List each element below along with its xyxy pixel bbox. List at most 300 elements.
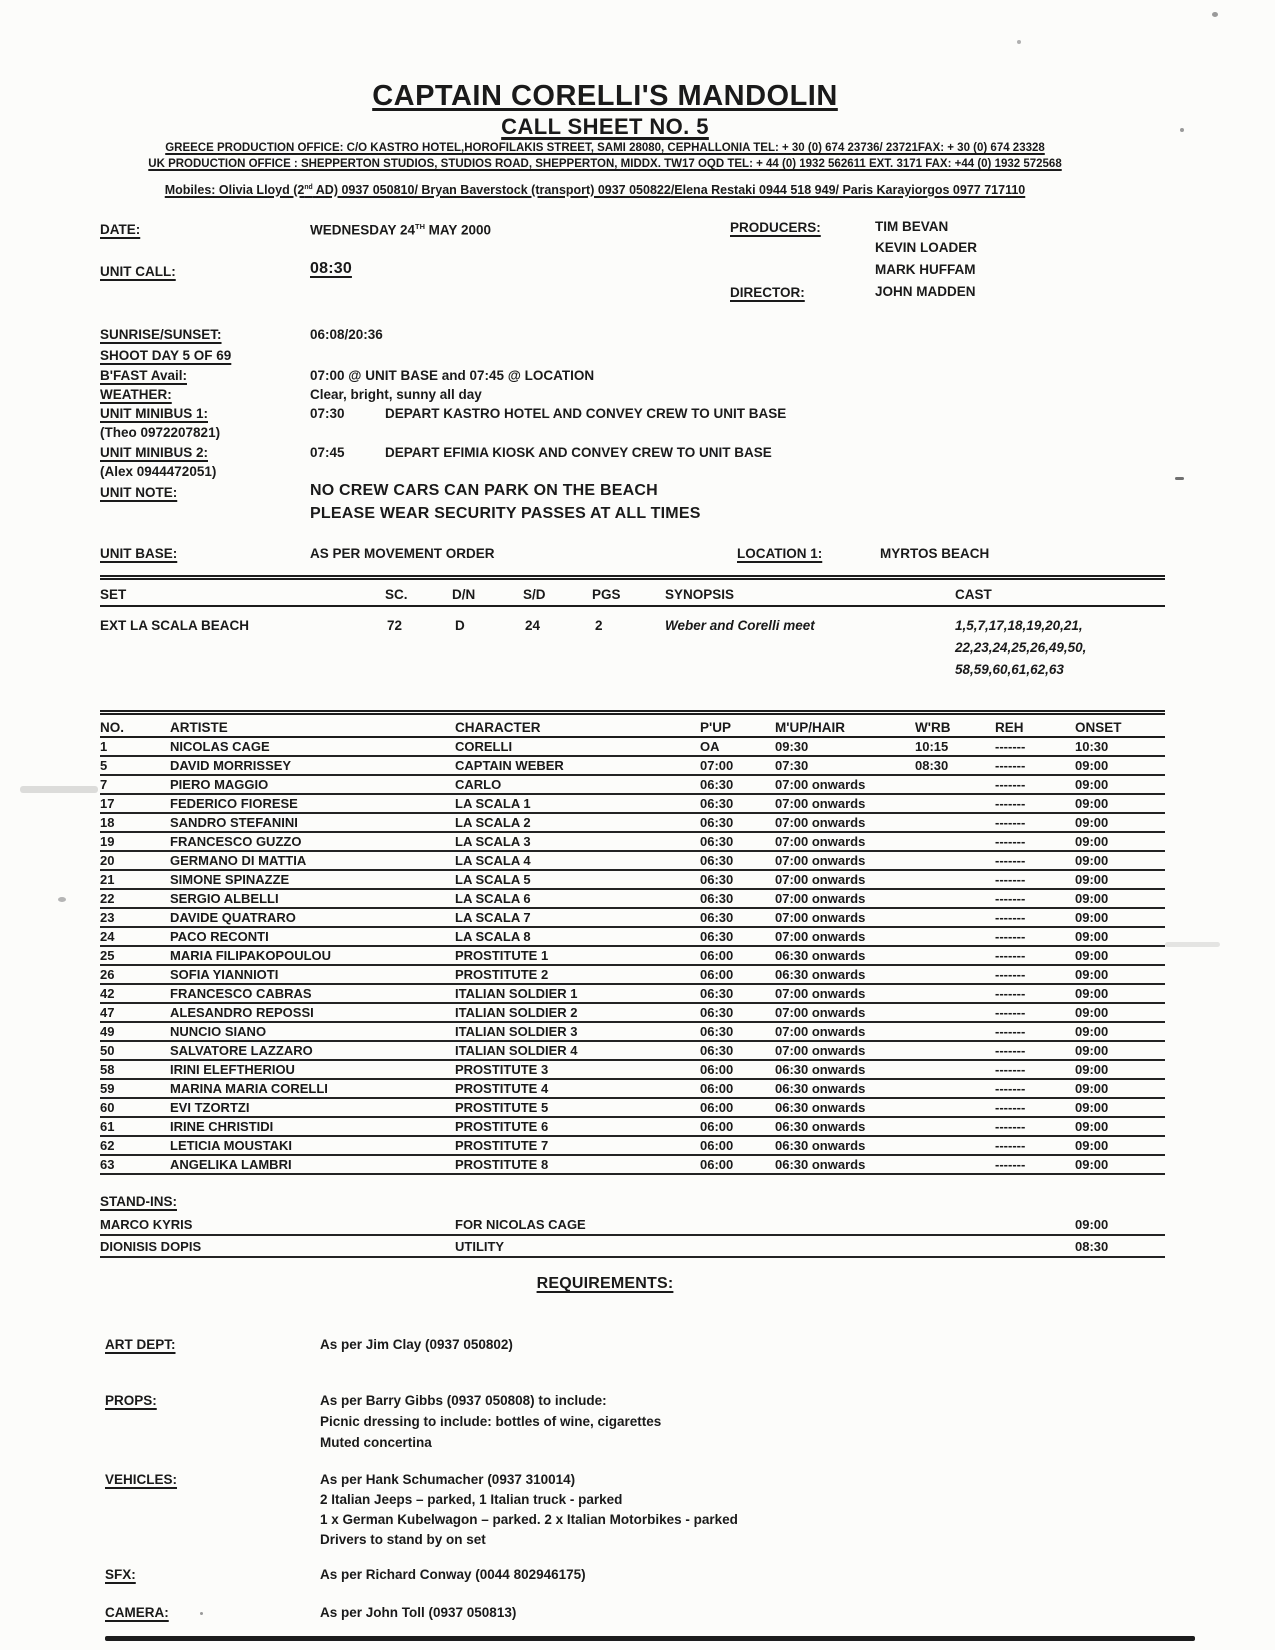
cast-cell-reh: ------- <box>995 910 1026 925</box>
cast-cell-pup: 06:00 <box>700 1138 734 1153</box>
cast-cell-artiste: SIMONE SPINAZZE <box>170 872 290 887</box>
scene-header-synopsis: SYNOPSIS <box>665 587 735 602</box>
standin-role: FOR NICOLAS CAGE <box>455 1217 586 1232</box>
cast-row <box>100 1137 1165 1156</box>
props-line: Muted concertina <box>320 1435 432 1450</box>
cast-cell-reh: ------- <box>995 834 1026 849</box>
cast-cell-reh: ------- <box>995 872 1026 887</box>
cast-cell-wrb <box>915 982 995 983</box>
unit-base-label: UNIT BASE: <box>100 546 178 561</box>
minibus1-phone: (Theo 0972207821) <box>100 425 221 440</box>
cast-cell-character: CAPTAIN WEBER <box>455 758 564 773</box>
cast-cell-no: 1 <box>100 739 108 754</box>
cast-cell-no: 59 <box>100 1081 115 1096</box>
cast-row <box>100 1023 1165 1042</box>
vehicles-line: Drivers to stand by on set <box>320 1532 486 1547</box>
cast-cell-no: 23 <box>100 910 115 925</box>
cast-cell-artiste: IRINI ELEFTHERIOU <box>170 1062 295 1077</box>
cast-cell-reh: ------- <box>995 1119 1026 1134</box>
cast-row <box>100 1080 1165 1099</box>
cast-cell-character: PROSTITUTE 8 <box>455 1157 549 1172</box>
cast-cell-onset: 09:00 <box>1075 910 1109 925</box>
cast-cell-onset: 09:00 <box>1075 967 1109 982</box>
cast-cell-character: ITALIAN SOLDIER 1 <box>455 986 578 1001</box>
cast-cell-artiste: GERMANO DI MATTIA <box>170 853 307 868</box>
cast-cell-wrb <box>915 868 995 869</box>
cast-cell-pup: 06:30 <box>700 853 734 868</box>
cast-cell-character: PROSTITUTE 2 <box>455 967 549 982</box>
cast-row <box>100 738 1165 757</box>
date-label: DATE: <box>100 222 141 237</box>
cast-cell-pup: 06:00 <box>700 1119 734 1134</box>
cast-cell-character: CARLO <box>455 777 502 792</box>
cast-cell-no: 17 <box>100 796 115 811</box>
cast-cell-artiste: NUNCIO SIANO <box>170 1024 267 1039</box>
cast-cell-no: 24 <box>100 929 115 944</box>
cast-header-wrb: W'RB <box>915 720 951 735</box>
producer-name: KEVIN LOADER <box>875 240 978 255</box>
cast-cell-mup: 06:30 onwards <box>775 1138 866 1153</box>
cast-cell-onset: 10:30 <box>1075 739 1109 754</box>
cast-cell-reh: ------- <box>995 815 1026 830</box>
unit-call-label: UNIT CALL: <box>100 264 176 279</box>
cast-cell-wrb <box>915 1134 995 1135</box>
rule <box>100 575 1165 580</box>
unit-call-value: 08:30 <box>310 260 352 277</box>
cast-cell-wrb <box>915 1020 995 1021</box>
cast-cell-onset: 09:00 <box>1075 796 1109 811</box>
cast-cell-no: 47 <box>100 1005 115 1020</box>
scan-artifact <box>1175 477 1184 480</box>
cast-cell-character: LA SCALA 7 <box>455 910 531 925</box>
cast-cell-mup: 06:30 onwards <box>775 948 866 963</box>
cast-cell-character: PROSTITUTE 7 <box>455 1138 549 1153</box>
weather-value: Clear, bright, sunny all day <box>310 387 482 402</box>
scene-pgs: 2 <box>595 618 603 633</box>
vehicles-label: VEHICLES: <box>105 1472 178 1487</box>
cast-cell-onset: 09:00 <box>1075 891 1109 906</box>
cast-cell-artiste: ALESANDRO REPOSSI <box>170 1005 314 1020</box>
scene-header-sd: S/D <box>523 587 546 602</box>
cast-cell-mup: 07:00 onwards <box>775 1043 866 1058</box>
requirements-title: REQUIREMENTS: <box>536 1275 674 1292</box>
scene-table-header <box>100 583 1165 607</box>
cast-cell-reh: ------- <box>995 777 1026 792</box>
cast-cell-artiste: NICOLAS CAGE <box>170 739 270 754</box>
cast-cell-wrb <box>915 849 995 850</box>
producers-label: PRODUCERS: <box>730 220 821 235</box>
cast-cell-no: 61 <box>100 1119 115 1134</box>
cast-cell-no: 7 <box>100 777 108 792</box>
cast-cell-artiste: SOFIA YIANNIOTI <box>170 967 279 982</box>
date-value: WEDNESDAY 24TH MAY 2000 <box>310 222 491 238</box>
cast-row <box>100 776 1165 795</box>
cast-cell-mup: 09:30 <box>775 739 809 754</box>
cast-header-reh: REH <box>995 720 1024 735</box>
cast-cell-artiste: MARIA FILIPAKOPOULOU <box>170 948 332 963</box>
cast-cell-pup: 06:30 <box>700 834 734 849</box>
cast-cell-wrb <box>915 830 995 831</box>
vehicles-line: 1 x German Kubelwagon – parked. 2 x Italian Motorbikes - parked <box>320 1512 738 1527</box>
stand-ins-label: STAND-INS: <box>100 1194 177 1209</box>
props-line: As per Barry Gibbs (0937 050808) to include: <box>320 1393 607 1408</box>
cast-cell-mup: 07:00 onwards <box>775 853 866 868</box>
cast-table <box>100 710 1165 1175</box>
minibus2-time: 07:45 <box>310 445 345 460</box>
cast-header-no: NO. <box>100 720 125 735</box>
cast-cell-reh: ------- <box>995 739 1026 754</box>
cast-cell-mup: 07:00 onwards <box>775 1024 866 1039</box>
cast-row <box>100 890 1165 909</box>
cast-cell-onset: 09:00 <box>1075 1005 1109 1020</box>
cast-cell-mup: 07:00 onwards <box>775 891 866 906</box>
cast-cell-artiste: MARINA MARIA CORELLI <box>170 1081 328 1096</box>
cast-cell-onset: 09:00 <box>1075 815 1109 830</box>
cast-cell-wrb <box>915 1077 995 1078</box>
cast-cell-no: 20 <box>100 853 115 868</box>
cast-cell-mup: 07:00 onwards <box>775 910 866 925</box>
cast-header-character: CHARACTER <box>455 720 541 735</box>
cast-row <box>100 985 1165 1004</box>
cast-cell-pup: 06:30 <box>700 815 734 830</box>
cast-cell-onset: 09:00 <box>1075 929 1109 944</box>
cast-row <box>100 1061 1165 1080</box>
uk-office-line: UK PRODUCTION OFFICE : SHEPPERTON STUDIOS, STUDIOS ROAD, SHEPPERTON, MIDDX. TW17 OQD TEL: + 44 (0) 1932 562611 EXT. 3171 FAX: +44 (0) 1932 572568 <box>148 158 1062 170</box>
cast-cell-character: LA SCALA 8 <box>455 929 531 944</box>
cast-cell-pup: 06:30 <box>700 929 734 944</box>
cast-cell-onset: 09:00 <box>1075 1138 1109 1153</box>
cast-cell-onset: 09:00 <box>1075 834 1109 849</box>
rule <box>100 710 1165 715</box>
cast-row <box>100 1042 1165 1061</box>
cast-cell-mup: 06:30 onwards <box>775 1062 866 1077</box>
bfast-label: B'FAST Avail: <box>100 368 187 383</box>
cast-cell-artiste: DAVIDE QUATRARO <box>170 910 296 925</box>
cast-row <box>100 1156 1165 1175</box>
cast-cell-pup: 06:30 <box>700 891 734 906</box>
cast-cell-no: 58 <box>100 1062 115 1077</box>
cast-cell-reh: ------- <box>995 1081 1026 1096</box>
cast-cell-pup: 06:30 <box>700 777 734 792</box>
cast-cell-reh: ------- <box>995 796 1026 811</box>
cast-cell-onset: 09:00 <box>1075 1024 1109 1039</box>
cast-cell-wrb: 08:30 <box>915 758 949 773</box>
cast-cell-onset: 09:00 <box>1075 948 1109 963</box>
cast-cell-character: PROSTITUTE 5 <box>455 1100 549 1115</box>
standin-name: MARCO KYRIS <box>100 1217 193 1232</box>
scan-artifact <box>1165 942 1220 947</box>
cast-cell-reh: ------- <box>995 1157 1026 1172</box>
cast-cell-no: 21 <box>100 872 115 887</box>
art-dept-label: ART DEPT: <box>105 1337 176 1352</box>
cast-cell-no: 62 <box>100 1138 115 1153</box>
cast-cell-onset: 09:00 <box>1075 1119 1109 1134</box>
cast-cell-mup: 06:30 onwards <box>775 1119 866 1134</box>
cast-cell-mup: 06:30 onwards <box>775 1100 866 1115</box>
sunrise-value: 06:08/20:36 <box>310 327 383 342</box>
unit-note-line1: NO CREW CARS CAN PARK ON THE BEACH <box>310 482 658 499</box>
camera-label: CAMERA: <box>105 1605 169 1620</box>
cast-cell-mup: 06:30 onwards <box>775 967 866 982</box>
cast-cell-pup: 06:30 <box>700 1005 734 1020</box>
cast-cell-artiste: PIERO MAGGIO <box>170 777 269 792</box>
cast-cell-artiste: EVI TZORTZI <box>170 1100 250 1115</box>
cast-cell-reh: ------- <box>995 1062 1026 1077</box>
cast-cell-wrb <box>915 1172 995 1173</box>
cast-cell-wrb <box>915 1039 995 1040</box>
cast-cell-mup: 07:00 onwards <box>775 986 866 1001</box>
cast-cell-no: 22 <box>100 891 115 906</box>
cast-cell-mup: 07:00 onwards <box>775 929 866 944</box>
cast-cell-character: PROSTITUTE 6 <box>455 1119 549 1134</box>
standin-onset: 09:00 <box>1075 1217 1109 1232</box>
cast-cell-wrb <box>915 1058 995 1059</box>
cast-cell-wrb: 10:15 <box>915 739 949 754</box>
cast-cell-pup: 06:00 <box>700 948 734 963</box>
cast-cell-onset: 09:00 <box>1075 872 1109 887</box>
cast-row <box>100 947 1165 966</box>
scene-header-pgs: PGS <box>592 587 621 602</box>
sunrise-label: SUNRISE/SUNSET: <box>100 327 222 342</box>
cast-cell-character: ITALIAN SOLDIER 3 <box>455 1024 578 1039</box>
sfx-label: SFX: <box>105 1567 136 1582</box>
page-title: CAPTAIN CORELLI'S MANDOLIN <box>372 80 838 112</box>
cast-cell-wrb <box>915 1153 995 1154</box>
bfast-value: 07:00 @ UNIT BASE and 07:45 @ LOCATION <box>310 368 595 383</box>
cast-cell-reh: ------- <box>995 1005 1026 1020</box>
scene-dn: D <box>455 618 465 633</box>
scan-artifact <box>1180 128 1184 132</box>
art-dept-line: As per Jim Clay (0937 050802) <box>320 1337 513 1352</box>
cast-cell-reh: ------- <box>995 853 1026 868</box>
cast-cell-artiste: ANGELIKA LAMBRI <box>170 1157 292 1172</box>
minibus1-time: 07:30 <box>310 406 345 421</box>
cast-cell-character: PROSTITUTE 4 <box>455 1081 549 1096</box>
standin-row <box>100 1215 1165 1236</box>
cast-header-mup: M'UP/HAIR <box>775 720 845 735</box>
cast-cell-no: 42 <box>100 986 115 1001</box>
cast-cell-mup: 07:00 onwards <box>775 1005 866 1020</box>
producer-name: MARK HUFFAM <box>875 262 976 277</box>
location1-value: MYRTOS BEACH <box>880 546 990 561</box>
cast-cell-character: LA SCALA 5 <box>455 872 531 887</box>
cast-cell-onset: 09:00 <box>1075 1100 1109 1115</box>
unit-base-value: AS PER MOVEMENT ORDER <box>310 546 495 561</box>
mobiles-text: Mobiles: Olivia Lloyd (2nd AD) 0937 050810/ Bryan Baverstock (transport) 0937 050822/Elena Restaki 0944 518 949/ Paris Karayiorgos 0977 717110 <box>164 183 1026 197</box>
cast-cell-no: 26 <box>100 967 115 982</box>
vehicles-line: 2 Italian Jeeps – parked, 1 Italian truck - parked <box>320 1492 623 1507</box>
scene-sd: 24 <box>525 618 541 633</box>
cast-cell-mup: 06:30 onwards <box>775 1157 866 1172</box>
scene-header-cast: CAST <box>955 587 992 602</box>
cast-cell-onset: 09:00 <box>1075 1157 1109 1172</box>
cast-cell-character: LA SCALA 2 <box>455 815 531 830</box>
scene-cast-line: 1,5,7,17,18,19,20,21, <box>955 618 1083 633</box>
cast-cell-wrb <box>915 906 995 907</box>
cast-cell-mup: 06:30 onwards <box>775 1081 866 1096</box>
camera-line: As per John Toll (0937 050813) <box>320 1605 517 1620</box>
scene-set: EXT LA SCALA BEACH <box>100 618 250 633</box>
scan-artifact <box>1212 12 1218 17</box>
cast-cell-artiste: SANDRO STEFANINI <box>170 815 298 830</box>
cast-cell-character: PROSTITUTE 1 <box>455 948 549 963</box>
shoot-day-label: SHOOT DAY 5 OF 69 <box>100 348 232 363</box>
cast-cell-character: LA SCALA 4 <box>455 853 531 868</box>
cast-cell-artiste: PACO RECONTI <box>170 929 269 944</box>
minibus2-text: DEPART EFIMIA KIOSK AND CONVEY CREW TO UNIT BASE <box>385 445 772 460</box>
scan-artifact <box>58 897 66 902</box>
cast-cell-onset: 09:00 <box>1075 853 1109 868</box>
cast-header-onset: ONSET <box>1075 720 1122 735</box>
cast-cell-wrb <box>915 792 995 793</box>
scene-synopsis: Weber and Corelli meet <box>665 618 815 633</box>
cast-cell-pup: 06:30 <box>700 1043 734 1058</box>
cast-cell-wrb <box>915 1115 995 1116</box>
cast-cell-mup: 07:30 <box>775 758 809 773</box>
cast-row <box>100 1004 1165 1023</box>
cast-cell-artiste: DAVID MORRISSEY <box>170 758 292 773</box>
cast-cell-character: ITALIAN SOLDIER 2 <box>455 1005 578 1020</box>
standin-name: DIONISIS DOPIS <box>100 1239 202 1254</box>
cast-cell-mup: 07:00 onwards <box>775 815 866 830</box>
cast-cell-wrb <box>915 811 995 812</box>
cast-cell-pup: 06:30 <box>700 986 734 1001</box>
minibus2-label: UNIT MINIBUS 2: <box>100 445 208 460</box>
cast-cell-reh: ------- <box>995 1043 1026 1058</box>
cast-header-artiste: ARTISTE <box>170 720 228 735</box>
cast-cell-reh: ------- <box>995 1138 1026 1153</box>
cast-header-pup: P'UP <box>700 720 731 735</box>
cast-cell-onset: 09:00 <box>1075 777 1109 792</box>
cast-cell-no: 18 <box>100 815 115 830</box>
cast-row <box>100 814 1165 833</box>
cast-cell-wrb <box>915 925 995 926</box>
cast-cell-onset: 09:00 <box>1075 1062 1109 1077</box>
cast-row <box>100 833 1165 852</box>
scene-cast-line: 58,59,60,61,62,63 <box>955 662 1064 677</box>
props-label: PROPS: <box>105 1393 157 1408</box>
cast-cell-character: PROSTITUTE 3 <box>455 1062 549 1077</box>
cast-row <box>100 871 1165 890</box>
cast-cell-reh: ------- <box>995 929 1026 944</box>
props-line: Picnic dressing to include: bottles of wine, cigarettes <box>320 1414 662 1429</box>
scene-header-sc: SC. <box>385 587 408 602</box>
cast-cell-onset: 09:00 <box>1075 1043 1109 1058</box>
cast-cell-no: 60 <box>100 1100 115 1115</box>
cast-cell-pup: 06:00 <box>700 1100 734 1115</box>
scan-artifact <box>1017 40 1021 44</box>
cast-row <box>100 966 1165 985</box>
cast-cell-mup: 07:00 onwards <box>775 796 866 811</box>
director-label: DIRECTOR: <box>730 285 805 300</box>
minibus1-text: DEPART KASTRO HOTEL AND CONVEY CREW TO UNIT BASE <box>385 406 787 421</box>
cast-cell-no: 63 <box>100 1157 115 1172</box>
cast-cell-reh: ------- <box>995 891 1026 906</box>
cast-cell-character: CORELLI <box>455 739 513 754</box>
cast-cell-wrb <box>915 887 995 888</box>
scan-artifact <box>200 1612 203 1615</box>
greece-office-line: GREECE PRODUCTION OFFICE: C/O KASTRO HOTEL,HOROFILAKIS STREET, SAMI 28080, CEPHALLONIA TEL: + 30 (0) 674 23736/ 23721FAX: + 30 (0) 674 23328 <box>165 142 1045 154</box>
minibus2-phone: (Alex 0944472051) <box>100 464 217 479</box>
scene-header-set: SET <box>100 587 127 602</box>
cast-cell-artiste: IRINE CHRISTIDI <box>170 1119 274 1134</box>
cast-cell-mup: 07:00 onwards <box>775 834 866 849</box>
cast-cell-wrb <box>915 1001 995 1002</box>
cast-cell-artiste: FRANCESCO GUZZO <box>170 834 302 849</box>
cast-cell-no: 49 <box>100 1024 115 1039</box>
cast-cell-character: LA SCALA 1 <box>455 796 531 811</box>
standin-role: UTILITY <box>455 1239 505 1254</box>
cast-cell-wrb <box>915 1096 995 1097</box>
cast-cell-character: ITALIAN SOLDIER 4 <box>455 1043 578 1058</box>
cast-cell-reh: ------- <box>995 1100 1026 1115</box>
cast-cell-mup: 07:00 onwards <box>775 777 866 792</box>
cast-cell-reh: ------- <box>995 758 1026 773</box>
scene-header-dn: D/N <box>452 587 476 602</box>
cast-cell-artiste: LETICIA MOUSTAKI <box>170 1138 293 1153</box>
cast-cell-no: 25 <box>100 948 115 963</box>
sfx-line: As per Richard Conway (0044 802946175) <box>320 1567 586 1582</box>
minibus1-label: UNIT MINIBUS 1: <box>100 406 208 421</box>
cast-cell-reh: ------- <box>995 967 1026 982</box>
location1-label: LOCATION 1: <box>737 546 823 561</box>
cast-cell-no: 50 <box>100 1043 115 1058</box>
scan-artifact <box>20 786 98 793</box>
cast-cell-artiste: SALVATORE LAZZARO <box>170 1043 313 1058</box>
cast-cell-pup: 06:30 <box>700 910 734 925</box>
cast-cell-wrb <box>915 963 995 964</box>
cast-row <box>100 909 1165 928</box>
cast-cell-reh: ------- <box>995 986 1026 1001</box>
scene-cast-line: 22,23,24,25,26,49,50, <box>955 640 1087 655</box>
producer-name: TIM BEVAN <box>875 219 949 234</box>
cast-cell-pup: 07:00 <box>700 758 734 773</box>
cast-row <box>100 852 1165 871</box>
call-sheet-number: CALL SHEET NO. 5 <box>501 114 709 139</box>
cast-cell-artiste: FEDERICO FIORESE <box>170 796 298 811</box>
cast-cell-onset: 09:00 <box>1075 758 1109 773</box>
weather-label: WEATHER: <box>100 387 172 402</box>
director-name: JOHN MADDEN <box>875 284 976 299</box>
cast-cell-pup: 06:30 <box>700 796 734 811</box>
cast-cell-onset: 09:00 <box>1075 986 1109 1001</box>
standin-row <box>100 1237 1165 1258</box>
cast-cell-pup: 06:00 <box>700 1081 734 1096</box>
scene-sc: 72 <box>387 618 403 633</box>
cast-cell-pup: 06:30 <box>700 1024 734 1039</box>
scene-table <box>100 575 1165 675</box>
standin-onset: 08:30 <box>1075 1239 1109 1254</box>
cast-cell-artiste: FRANCESCO CABRAS <box>170 986 312 1001</box>
bottom-rule <box>105 1636 1195 1641</box>
cast-row <box>100 757 1165 776</box>
cast-table-body <box>100 738 1165 1175</box>
cast-cell-pup: 06:00 <box>700 1157 734 1172</box>
cast-cell-no: 5 <box>100 758 108 773</box>
cast-row <box>100 795 1165 814</box>
cast-cell-pup: 06:30 <box>700 872 734 887</box>
cast-cell-mup: 07:00 onwards <box>775 872 866 887</box>
cast-row <box>100 1118 1165 1137</box>
cast-cell-pup: 06:00 <box>700 967 734 982</box>
cast-cell-onset: 09:00 <box>1075 1081 1109 1096</box>
vehicles-line: As per Hank Schumacher (0937 310014) <box>320 1472 576 1487</box>
cast-cell-character: LA SCALA 6 <box>455 891 531 906</box>
cast-cell-wrb <box>915 944 995 945</box>
cast-cell-pup: OA <box>700 739 720 754</box>
unit-note-line2: PLEASE WEAR SECURITY PASSES AT ALL TIMES <box>310 505 701 522</box>
cast-cell-pup: 06:00 <box>700 1062 734 1077</box>
